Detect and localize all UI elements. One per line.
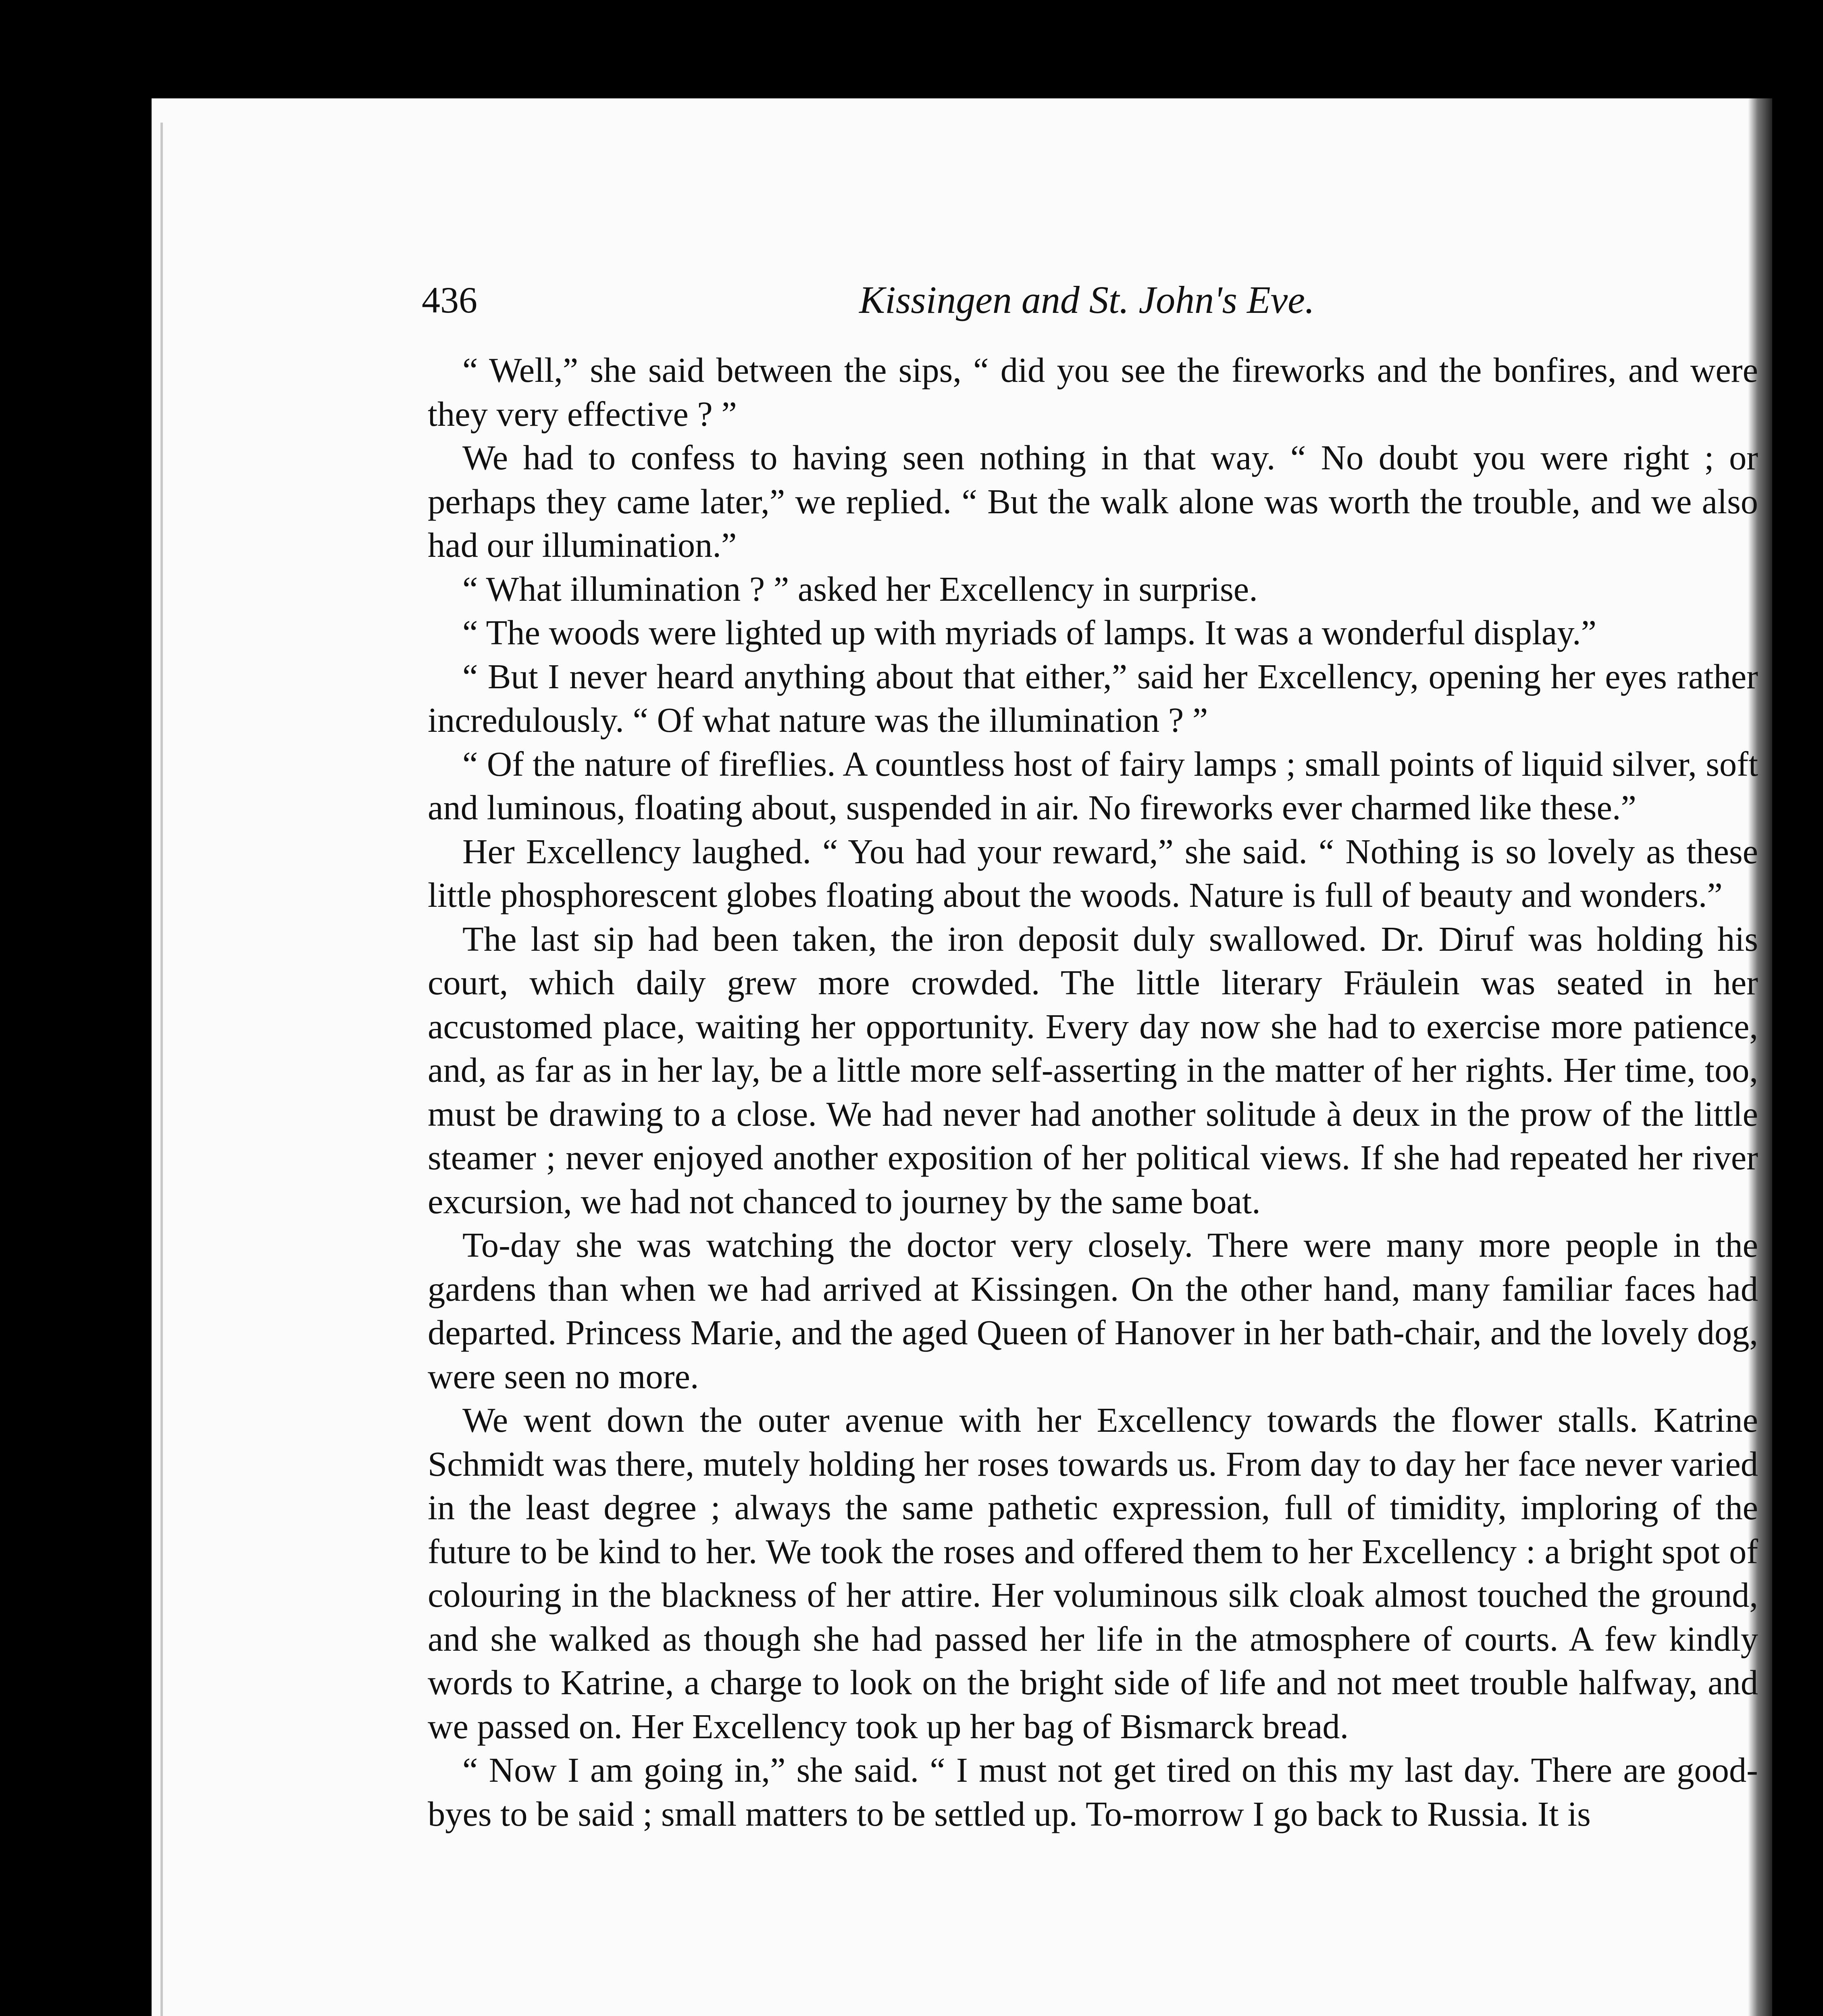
book-page [152,98,1772,2016]
running-title: Kissingen and St. John's Eve. [859,278,1315,321]
paragraph: “ What illumination ? ” asked her Excellency in surprise. [462,569,1258,608]
paragraph: The last sip had been taken, the iron deposit duly swallowed. Dr. Diruf was holding his court, which daily grew more crowded. The little literary Fräulein was seated in her accustomed place, waiting her opportunity. Every day now she had to exercise more patience, and, as far as in her lay, be a little more self-asserting in the matter of her rights. Her time, too, must be drawing to a close. We had never had another solitude à deux in the prow of the little steamer ; never enjoyed another exposition of her political views. If she had repeated her river excursion, we had not chanced to journey by the same boat. [428,919,1758,1221]
paragraph: We had to confess to having seen nothing in that way. “ No doubt you were right ; or perhaps they came later,” we replied. “ But the walk alone was worth the trouble, and we also had our illumination.” [428,438,1758,564]
paragraph: “ Of the nature of fireflies. A countless host of fairy lamps ; small points of liquid silver, soft and luminous, floating about, suspended in air. No fireworks ever charmed like these.” [428,744,1758,827]
paragraph: Her Excellency laughed. “ You had your reward,” she said. “ Nothing is so lovely as these little phosphorescent globes floating about the woods. Nature is full of beauty and wonders.” [428,832,1758,914]
paragraph: To-day she was watching the doctor very closely. There were many more people in the gardens than when we had arrived at Kissingen. On the other hand, many familiar faces had departed. Princess Marie, and the aged Queen of Hanover in her bath-chair, and the lovely dog, were seen no more. [428,1226,1758,1396]
paragraph: “ Well,” she said between the sips, “ did you see the fireworks and the bonfires, and were they very effective ? ” [428,351,1758,433]
paragraph: “ The woods were lighted up with myriads of lamps. It was a wonderful display.” [462,613,1597,652]
body-text [428,348,1758,1836]
paragraph: “ But I never heard anything about that either,” said her Excellency, opening her eyes rather incredulously. “ Of what nature was the illumination ? ” [428,657,1758,739]
gutter-line [160,123,163,2016]
page-number: 436 [422,279,477,321]
paragraph: “ Now I am going in,” she said. “ I must not get tired on this my last day. There are good-byes to be said ; small matters to be settled up. To-morrow I go back to Russia. It is [428,1751,1758,1833]
page-header [422,272,1752,328]
paragraph: We went down the outer avenue with her Excellency towards the flower stalls. Katrine Schmidt was there, mutely holding her roses towards us. From day to day her face never varied in the least degree ; always the same pathetic expression, full of timidity, imploring of the future to be kind to her. We took the roses and offered them to her Excellency : a bright spot of colouring in the blackness of her attire. Her voluminous silk cloak almost touched the ground, and she walked as though she had passed her life in the atmosphere of courts. A few kindly words to Katrine, a charge to look on the bright side of life and not meet trouble halfway, and we passed on. Her Excellency took up her bag of Bismarck bread. [428,1401,1758,1746]
